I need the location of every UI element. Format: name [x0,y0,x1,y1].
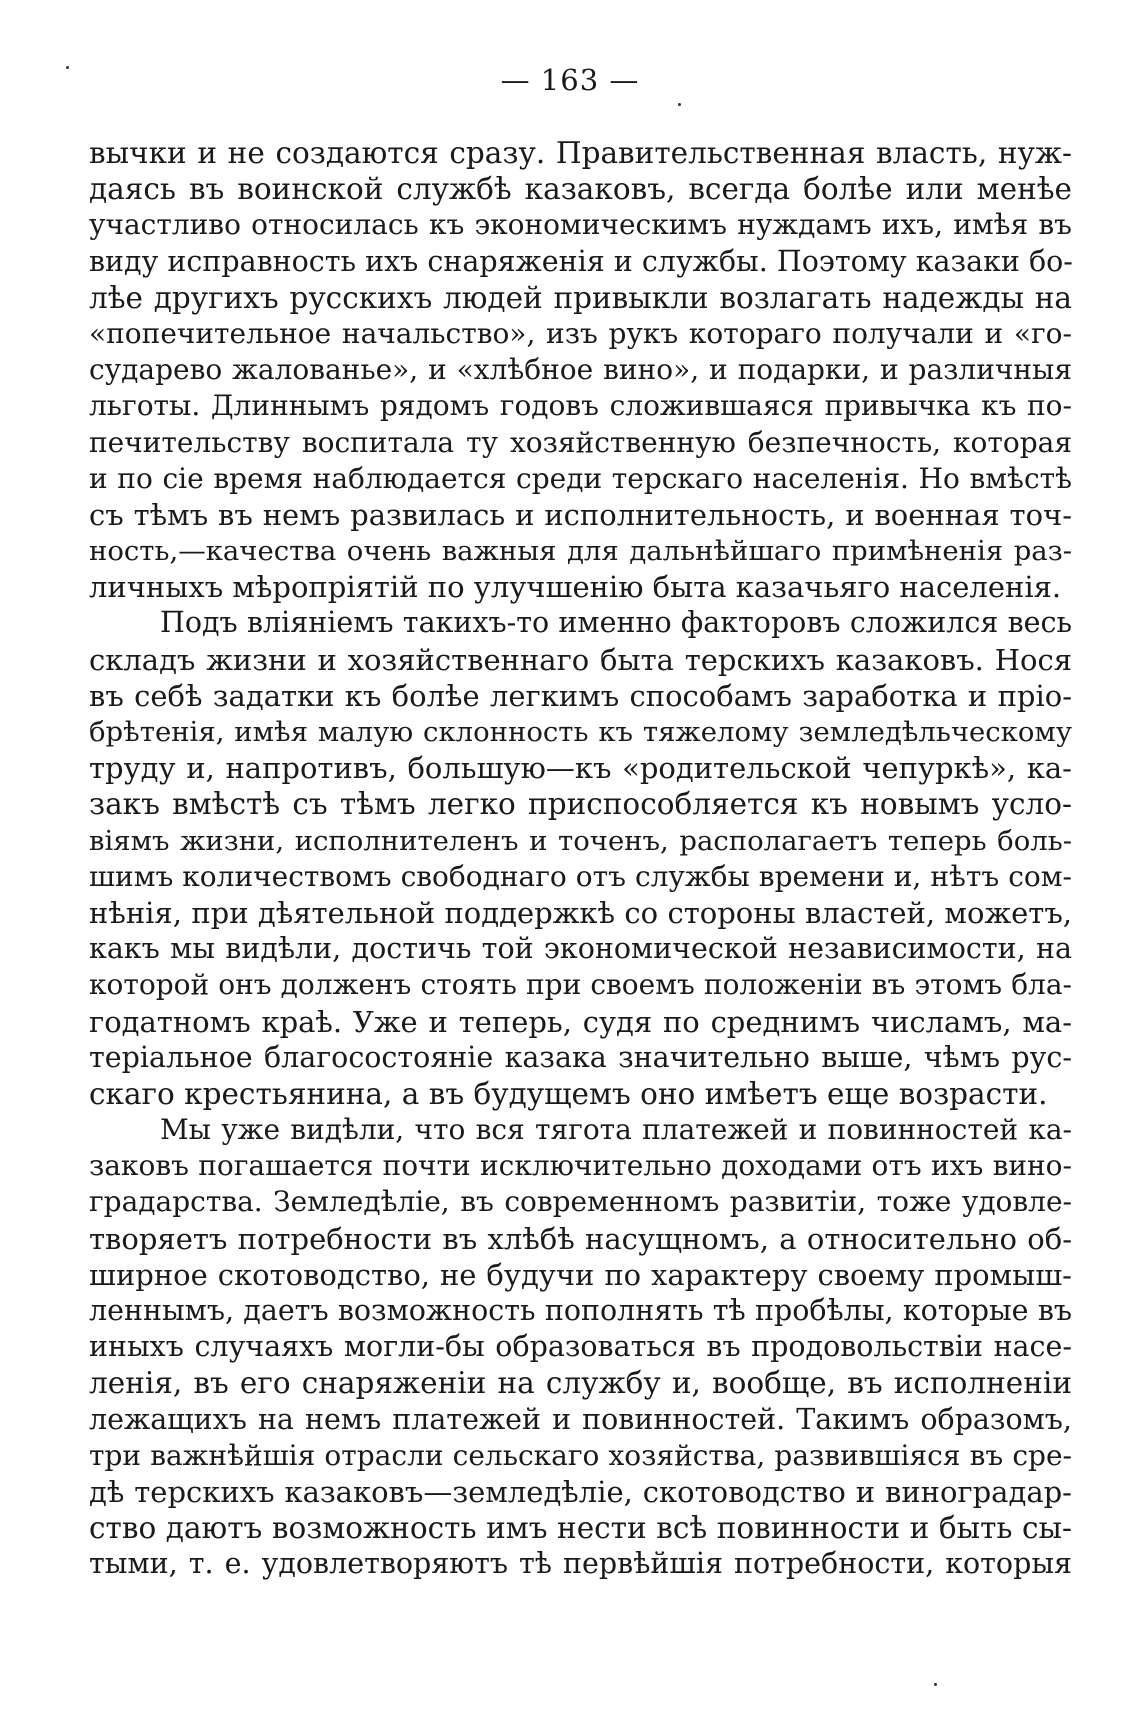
text-line: ность,—качества очень важныя для дальнѣйшаго примѣненія раз- [89,535,1072,568]
text-line: льготы. Длиннымъ рядомъ годовъ сложившаяся привычка къ по- [89,389,1072,423]
paragraph [89,605,1072,1112]
page-number: — 163 — [500,63,640,97]
text-line: даясь въ воинской службѣ казаковъ, всегда болѣе или менѣе [89,172,1072,207]
text-line: три важнѣйшія отрасли сельскаго хозяйства, развившіяся въ сре- [89,1438,1072,1472]
paragraph [89,135,1072,605]
text-line: вычки и не создаются сразу. Правительственная власть, нуж- [89,136,1072,170]
print-speck [934,1683,937,1686]
text-line: труду и, напротивъ, большую—къ «родительской чепуркѣ», ка- [89,751,1072,786]
text-line: заковъ погашается почти исключительно доходами отъ ихъ вино- [89,1149,1072,1183]
text-line: «попечительное начальство», изъ рукъ котораго получали и «го- [89,316,1072,350]
text-line: дѣ терскихъ казаковъ—земледѣліе, скотоводство и виноградар- [89,1474,1072,1509]
text-line: виду исправность ихъ снаряженія и службы. Поэтому казаки бо- [89,244,1073,278]
text-line: складъ жизни и хозяйственнаго быта терскихъ казаковъ. Нося [89,642,1072,677]
text-line: сударево жалованье», и «хлѣбное вино», и подарки, и различныя [89,353,1072,387]
text-line: тыми, т. е. удовлетворяютъ тѣ первѣйшія потребности, которыя [89,1547,1072,1581]
text-line: ширное скотоводство, не будучи по характеру своему промыш- [89,1257,1072,1292]
text-line: лѣе другихъ русскихъ людей привыкли возлагать надежды на [89,280,1072,315]
text-line: годатномъ краѣ. Уже и теперь, судя по среднимъ числамъ, ма- [89,1004,1072,1039]
text-line: віямъ жизни, исполнителенъ и точенъ, располагаетъ теперь боль- [89,824,1072,857]
paragraph [89,1112,1072,1582]
text-line: какъ мы видѣли, достичь той экономической независимости, на [89,932,1072,966]
text-line: теріальное благосостояніе казака значительно выше, чѣмъ рус- [89,1040,1072,1074]
text-line: и по сіе время наблюдается среди терскаго населенія. Но вмѣстѣ [89,461,1072,495]
text-line: участливо относилась къ экономическимъ нуждамъ ихъ, имѣя въ [89,208,1072,242]
text-line: съ тѣмъ въ немъ развилась и исполнительность, и военная точ- [89,497,1072,532]
text-line: ство даютъ возможность имъ нести всѣ повинности и быть сы- [89,1511,1072,1546]
text-line: леннымъ, даетъ возможность пополнять тѣ пробѣлы, которые въ [89,1294,1072,1327]
text-line: лежащихъ на немъ платежей и повинностей. Такимъ образомъ, [89,1402,1072,1436]
text-line: градарства. Земледѣліе, въ современномъ развитіи, тоже удовле- [89,1185,1072,1219]
text-line: Подъ вліяніемъ такихъ-то именно факторовъ сложился весь [160,606,1072,640]
text-line: скаго крестьянина, а въ будущемъ оно имѣетъ еще возрасти. [89,1076,1048,1111]
text-line: брѣтенія, имѣя малую склонность къ тяжелому земледѣльческому [89,716,1072,748]
text-line: личныхъ мѣропріятій по улучшенію быта казачьяго населенія. [89,570,1062,605]
text-line: ленія, въ его снаряженіи на службу и, вообще, въ исполненіи [89,1366,1072,1401]
text-line: закъ вмѣстѣ съ тѣмъ легко приспособляется къ новымъ усло- [89,787,1072,822]
text-line: шимъ количествомъ свободнаго отъ службы времени и, нѣтъ сом- [89,859,1072,893]
text-line: въ себѣ задатки къ болѣе легкимъ способамъ заработка и пріо- [89,678,1072,713]
text-line: печительству воспитала ту хозяйственную безпечность, которая [89,425,1072,459]
print-speck [678,103,681,106]
text-line: иныхъ случаяхъ могли-бы образоваться въ продовольствіи насе- [89,1330,1072,1364]
text-line: которой онъ долженъ стоять при своемъ положеніи въ этомъ бла- [89,968,1072,1002]
text-line: нѣнія, при дѣятельной поддержкѣ со стороны властей, можетъ, [89,895,1072,930]
text-line: Мы уже видѣли, что вся тягота платежей и повинностей ка- [160,1113,1072,1147]
text-line: творяетъ потребности въ хлѣбѣ насущномъ, а относительно об- [89,1221,1072,1256]
body-text [89,135,1072,1583]
